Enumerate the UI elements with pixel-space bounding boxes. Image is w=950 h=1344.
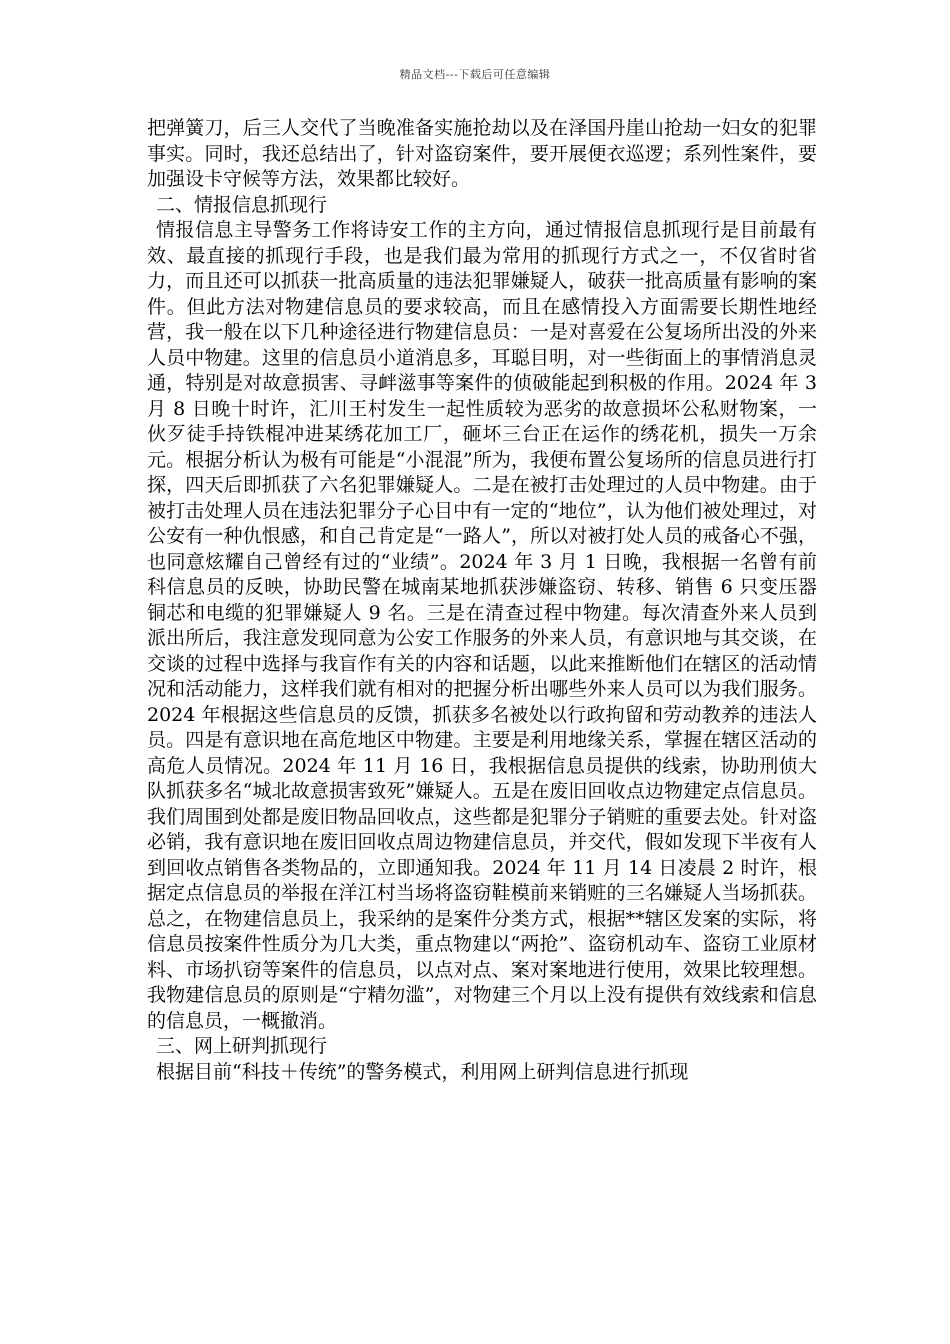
document-body <box>147 116 817 1085</box>
section-heading-3: 三、网上研判抓现行 <box>156 1035 328 1057</box>
section-heading-2: 二、情报信息抓现行 <box>156 193 328 216</box>
page-header: 精品文档---下载后可任意编辑 <box>399 68 551 81</box>
paragraph-3: 根据目前“科技＋传统”的警务模式，利用网上研判信息进行抓现 <box>156 1060 689 1083</box>
paragraph-1: 把弹簧刀，后三人交代了当晚准备实施抢劫以及在泽国丹崖山抢劫一妇女的犯罪事实。同时，我还总结出了，针对盗窃案件，要开展便衣巡逻；系列性案件，要加强设卡守候等方法，效果都比较好。 <box>147 117 817 190</box>
paragraph-2: 情报信息主导警务工作将诗安工作的主方向，通过情报信息抓现行是目前最有效、最直接的抓现行手段，也是我们最为常用的抓现行方式之一，不仅省时省力，而且还可以抓获一批高质量的违法犯罪嫌疑人，破获一批高质量有影响的案件。但此方法对物建信息员的要求较高，而且在感情投入方面需要长期性地经营，我一般在以下几种途径进行物建信息员：一是对喜爱在公复场所出没的外来人员中物建。这里的信息员小道消息多，耳聪目明，对一些街面上的事情消息灵通，特别是对故意损害、寻衅滋事等案件的侦破能起到积极的作用。2024 年 3 月 8 日晚十时许，汇川王村发生一起性质较为恶劣的故意损坏公私财物案，一伙歹徒手持铁棍冲进某绣花加工厂，砸坏三台正在运作的绣花机，损失一万余元。根据分析认为极有可能是“小混混”所为，我便布置公复场所的信息员进行打探，四天后即抓获了六名犯罪嫌疑人。二是在被打击处理过的人员中物建。由于被打击处理人员在违法犯罪分子心目中有一定的“地位”，认为他们被处理过，对公安有一种仇恨感，和自己肯定是“一路人”，所以对被打处人员的戒备心不强，也同意炫耀自己曾经有过的“业绩”。2024 年 3 月 1 日晚，我根据一名曾有前科信息员的反映，协助民警在城南某地抓获涉嫌盗窃、转移、销售 6 只变压器铜芯和电缆的犯罪嫌疑人 9 名。三是在清查过程中物建。每次清查外来人员到派出所后，我注意发现同意为公安工作服务的外来人员，有意识地与其交谈，在交谈的过程中选择与我盲作有关的内容和话题，以此来推断他们在辖区的活动情况和活动能力，这样我们就有相对的把握分析出哪些外来人员可以为我们服务。2024 年根据这些信息员的反馈，抓获多名被处以行政拘留和劳动教养的违法人员。四是有意识地在高危地区中物建。主要是利用地缘关系，掌握在辖区活动的高危人员情况。2024 年 11 月 16 日，我根据信息员提供的线索，协助刑侦大队抓获多名“城北故意损害致死”嫌疑人。五是在废旧回收点边物建定点信息员。我们周围到处都是废旧物品回收点，这些都是犯罪分子销赃的重要去处。针对盗必销，我有意识地在废旧回收点周边物建信息员，并交代，假如发现下半夜有人到回收点销售各类物品的，立即通知我。2024 年 11 月 14 日凌晨 2 时许，根据定点信息员的举报在洋江村当场将盗窃鞋模前来销赃的三名嫌疑人当场抓获。总之，在物建信息员上，我采纳的是案件分类方式，根据**辖区发案的实际，将信息员按案件性质分为几大类，重点物建以“两抢”、盗窃机动车、盗窃工业原材料、市场扒窃等案件的信息员，以点对点、案对案地进行使用，效果比较理想。我物建信息员的原则是“宁精勿滥”，对物建三个月以上没有提供有效线索和信息的信息员，一概撤消。 <box>147 219 817 1032</box>
